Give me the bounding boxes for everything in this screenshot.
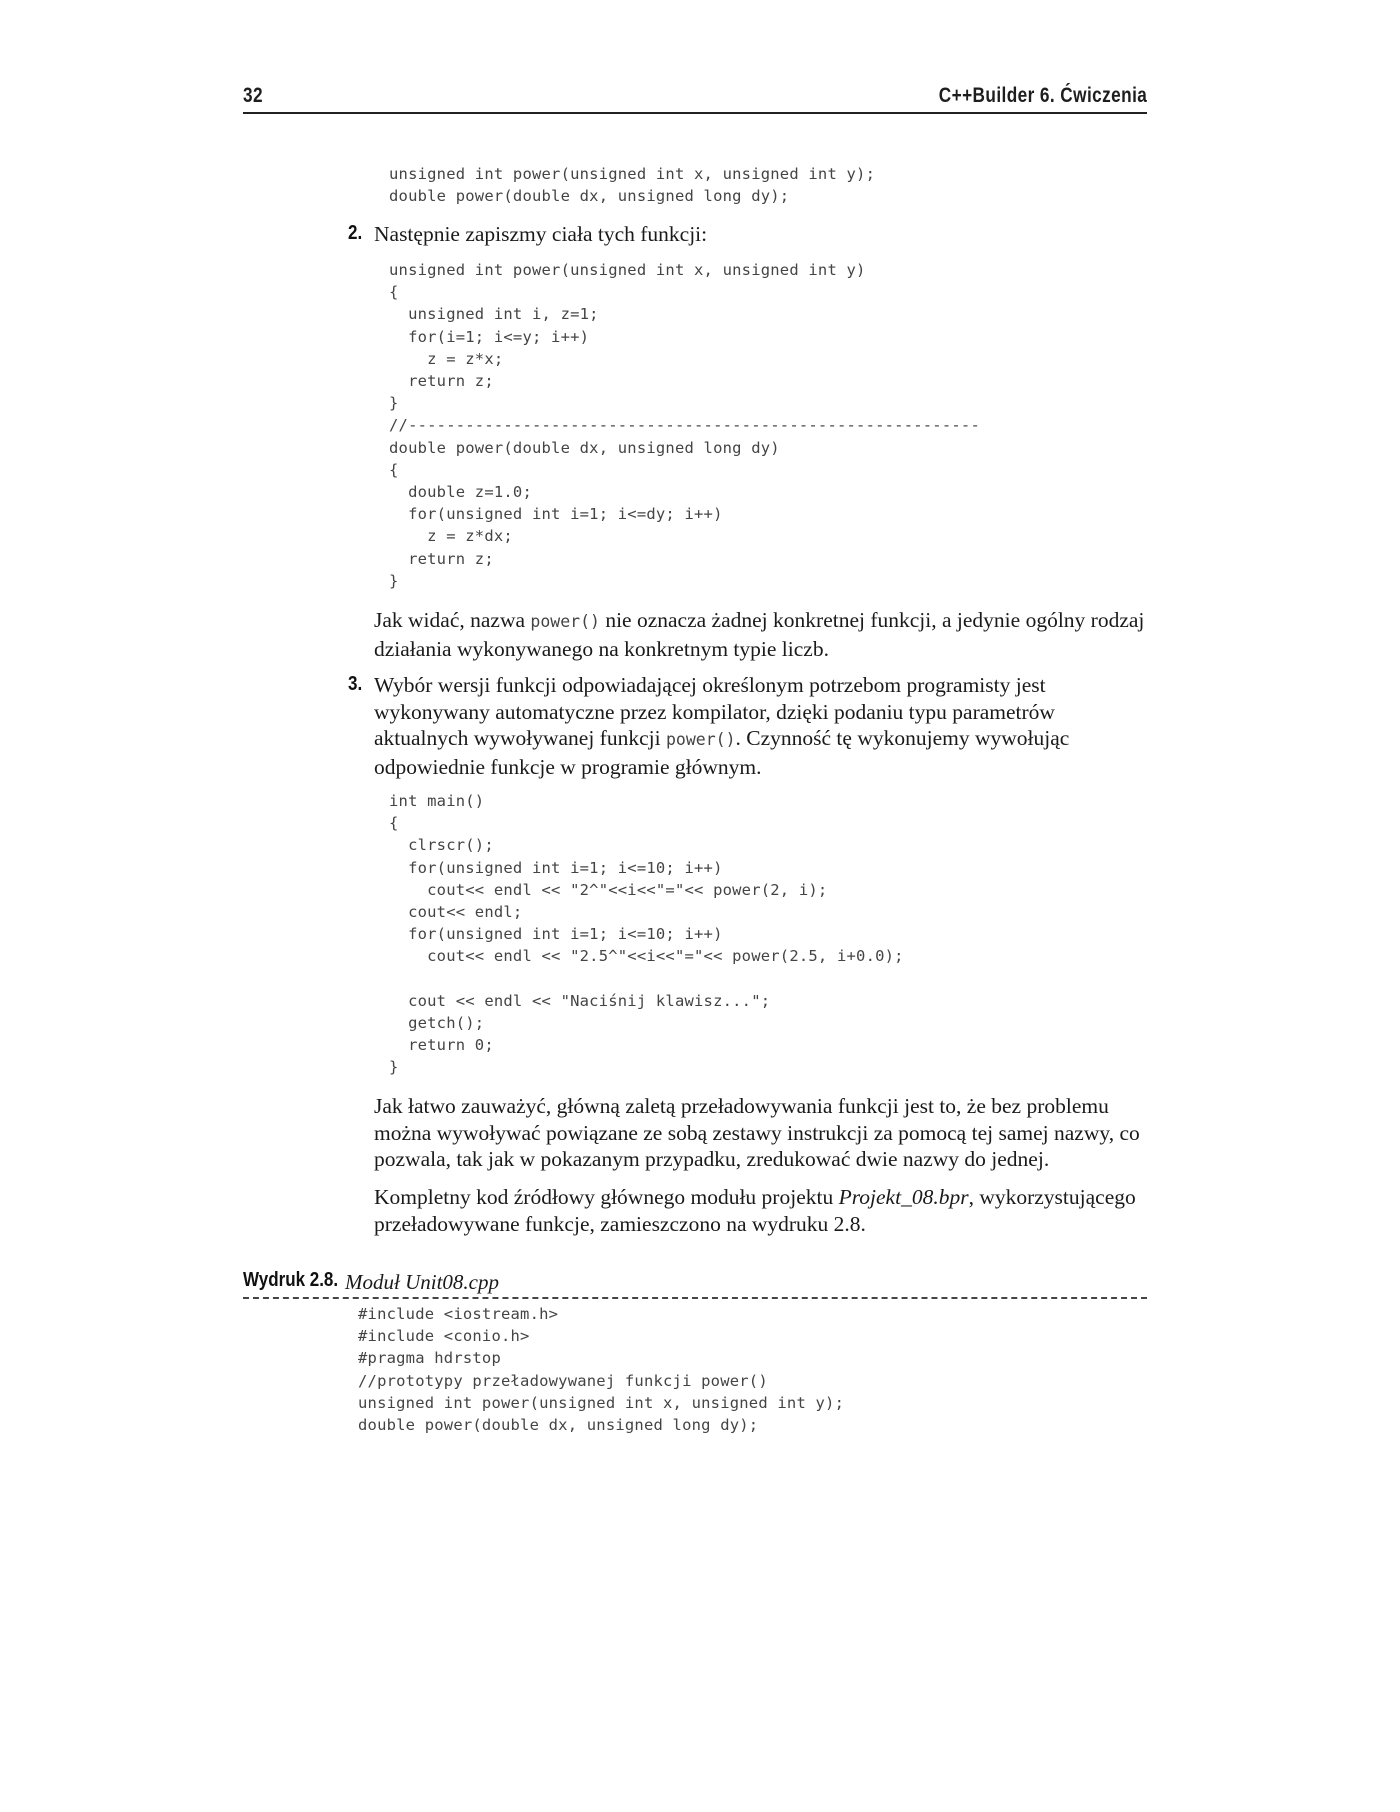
step-2-number: 2.	[348, 222, 363, 244]
paragraph-overloading-advantage: Jak łatwo zauważyć, główną zaletą przeładowywania funkcji jest to, że bez problemu można wywoływać powiązane ze sobą zestawy instrukcji za pomocą tej samej nazwy, co pozwala, tak jak w pokazanym przypadku, zredukować dwie nazwy do jednej.	[374, 1094, 1140, 1171]
step-3-number: 3.	[348, 673, 363, 695]
step-2-text: Następnie zapiszmy ciała tych funkcji:	[374, 222, 708, 246]
paragraph-power-meaning: Jak widać, nazwa power() nie oznacza żadnej konkretnej funkcji, a jedynie ogólny rodzaj działania wykonywanego na konkretnym typie liczb.	[374, 608, 1145, 661]
code-main-function: int main() { clrscr(); for(unsigned int i=1; i<=10; i++) cout<< endl << "2^"<<i<<"="<< power(2, i); cout<< endl; for(unsigned int i=1; i<=10; i++) cout<< endl << "2.5^"<<i<<"="<< power(2.5, i+0.0); cout << endl << "Naciśnij klawisz..."; getch(); return 0; }	[389, 792, 904, 1077]
page-number: 32	[243, 84, 263, 107]
inline-code-power: power()	[530, 612, 600, 631]
inline-code-power: power()	[665, 730, 736, 749]
code-listing-2-8: #include <iostream.h> #include <conio.h> #pragma hdrstop //prototypy przeładowywanej funkcji power() unsigned int power(unsigned int x, unsigned int y); double power(double dx, unsigned long dy);	[358, 1305, 845, 1435]
listing-header	[243, 1269, 1147, 1299]
listing-label: Wydruk 2.8.	[243, 1269, 339, 1291]
page-header	[243, 84, 1147, 114]
listing-caption: Moduł Unit08.cpp	[345, 1270, 499, 1294]
project-filename: Projekt_08.bpr	[838, 1185, 969, 1209]
paragraph-complete-code: Kompletny kod źródłowy głównego modułu projektu Projekt_08.bpr, wykorzystującego przeładowywane funkcje, zamieszczono na wydruku 2.8.	[374, 1185, 1136, 1236]
step-3-text: Wybór wersji funkcji odpowiadającej określonym potrzebom programisty jest wykonywany automatyczne przez kompilator, dzięki podaniu typu parametrów aktualnych wywoływanej funkcji power(). Czynność tę wykonujemy wywołując odpowiednie funkcje w programie głównym.	[374, 673, 1070, 779]
code-function-bodies: unsigned int power(unsigned int x, unsigned int y) { unsigned int i, z=1; for(i=1; i<=y; i++) z = z*x; return z; } //------------------------------------------------------------ double power(double dx, unsigned long dy) { double z=1.0; for(unsigned int i=1; i<=dy; i++) z = z*dx; return z; }	[389, 261, 980, 590]
book-title: C++Builder 6. Ćwiczenia	[938, 84, 1147, 107]
code-prototypes: unsigned int power(unsigned int x, unsigned int y); double power(double dx, unsigned long dy);	[389, 165, 876, 206]
